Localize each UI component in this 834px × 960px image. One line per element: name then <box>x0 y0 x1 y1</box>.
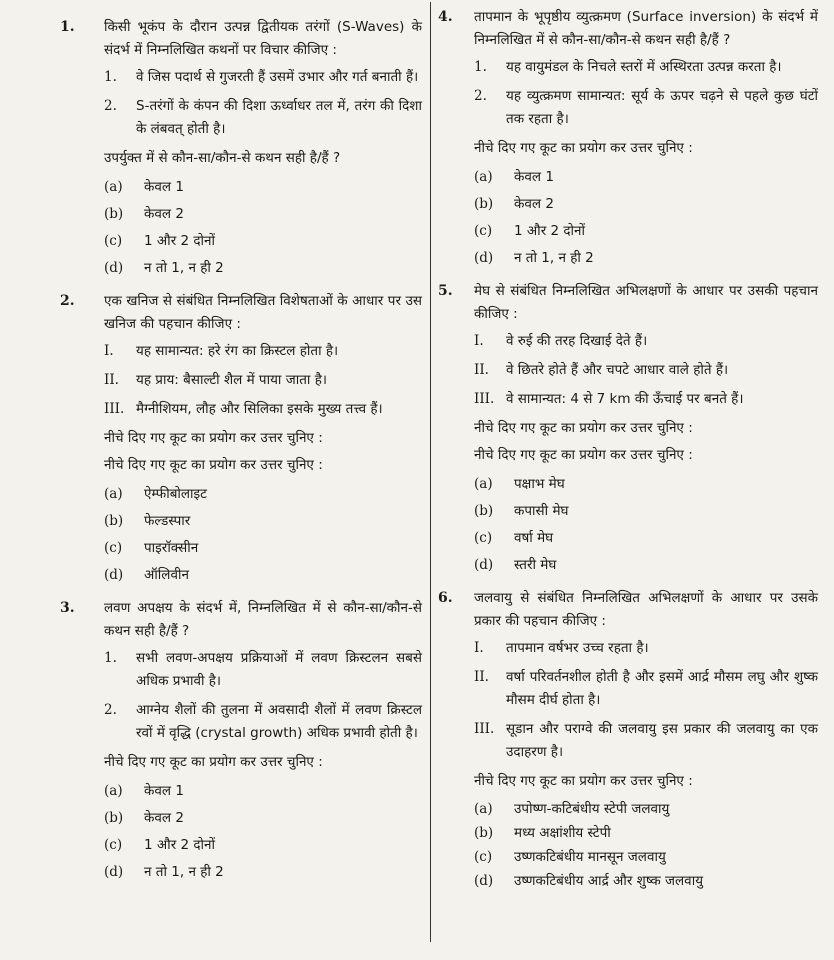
question-number: 2. <box>60 293 75 309</box>
option-c[interactable] <box>474 525 818 552</box>
option-text: केवल 2 <box>514 196 554 212</box>
question-stem: तापमान के भूपृष्ठीय व्युत्क्रमण (Surface inversion) के संदर्भ में निम्नलिखित में से कौन-सा/कौन-से कथन सही है/हैं ? <box>474 9 818 48</box>
statement-number: I. <box>474 333 484 349</box>
option-text: ऐम्फीबोलाइट <box>144 486 207 502</box>
statement <box>104 95 422 141</box>
option-a[interactable] <box>104 481 422 508</box>
statement-number: 1. <box>104 69 117 85</box>
option-c[interactable] <box>104 535 422 562</box>
option-text: ऑलिवीन <box>144 567 189 583</box>
option-text: स्तरी मेघ <box>514 557 557 573</box>
option-label: (b) <box>474 196 494 212</box>
option-a[interactable] <box>474 164 818 191</box>
question-number: 5. <box>438 283 453 299</box>
option-b[interactable] <box>474 191 818 218</box>
option-text: न तो 1, न ही 2 <box>144 260 224 276</box>
statement <box>104 398 422 421</box>
option-d[interactable] <box>474 869 818 893</box>
statement-number: 1. <box>474 59 487 75</box>
option-text: केवल 1 <box>144 783 184 799</box>
option-b[interactable] <box>474 821 818 845</box>
instruction: उपर्युक्त में से कौन-सा/कौन-से कथन सही है/हैं ? <box>104 150 341 166</box>
option-text: उष्णकटिबंधीय आर्द्र और शुष्क जलवायु <box>514 873 704 889</box>
question-stem: जलवायु से संबंधित निम्नलिखित अभिलक्षणों के आधार पर उसके प्रकार की पहचान कीजिए : <box>474 590 818 629</box>
option-label: (a) <box>104 486 123 502</box>
option-a[interactable] <box>474 797 818 821</box>
statement <box>104 66 422 89</box>
question-stem: एक खनिज से संबंधित निम्नलिखित विशेषताओं के आधार पर उस खनिज की पहचान कीजिए : <box>104 293 422 332</box>
option-text: 1 और 2 दोनों <box>144 233 216 249</box>
statement <box>474 56 818 79</box>
statement-number: II. <box>474 362 489 378</box>
statement-text: वे जिस पदार्थ से गुजरती हैं उसमें उभार और गर्त बनाती हैं। <box>136 69 419 85</box>
option-label: (c) <box>104 540 123 556</box>
option-d[interactable] <box>104 562 422 589</box>
options-list <box>474 164 818 272</box>
option-label: (a) <box>474 801 493 817</box>
statement-text: वर्षा परिवर्तनशील होती है और इसमें आर्द्र मौसम लघु और शुष्क मौसम दीर्घ होता है। <box>506 669 818 708</box>
statement-text: वे छितरे होते हैं और चपटे आधार वाले होते हैं। <box>506 362 729 378</box>
instruction: नीचे दिए गए कूट का प्रयोग कर उत्तर चुनिए : <box>474 773 693 789</box>
statement <box>104 369 422 392</box>
instruction-repeat: नीचे दिए गए कूट का प्रयोग कर उत्तर चुनिए : <box>104 457 323 473</box>
options-list <box>104 778 422 886</box>
option-d[interactable] <box>474 245 818 272</box>
option-label: (b) <box>104 206 124 222</box>
option-b[interactable] <box>474 498 818 525</box>
option-label: (b) <box>474 503 494 519</box>
statement-text: S-तरंगों के कंपन की दिशा ऊर्ध्वाधर तल में, तरंग की दिशा के लंबवत् होती है। <box>136 98 422 137</box>
option-label: (c) <box>474 530 493 546</box>
question-6 <box>438 587 818 893</box>
option-label: (d) <box>104 864 124 880</box>
options-list <box>104 174 422 282</box>
option-d[interactable] <box>104 859 422 886</box>
option-label: (d) <box>474 250 494 266</box>
statement-text: यह व्युत्क्रमण सामान्यत: सूर्य के ऊपर चढ़ने से पहले कुछ घंटों तक रहता है। <box>506 88 818 127</box>
option-label: (c) <box>474 849 493 865</box>
option-text: फेल्डस्पार <box>144 513 191 529</box>
statement-text: यह प्राय: बैसाल्टी शैल में पाया जाता है। <box>136 372 327 388</box>
statement-number: 2. <box>474 88 487 104</box>
statement-text: वे सामान्यत: 4 से 7 km की ऊँचाई पर बनते हैं। <box>506 391 744 407</box>
statement-number: I. <box>104 343 114 359</box>
statement <box>474 388 818 411</box>
statement-number: I. <box>474 640 484 656</box>
statement-text: तापमान वर्षभर उच्च रहता है। <box>506 640 649 656</box>
question-stem: लवण अपक्षय के संदर्भ में, निम्नलिखित में से कौन-सा/कौन-से कथन सही है/हैं ? <box>104 600 422 639</box>
statement-text: सूडान और पराग्वे की जलवायु इस प्रकार की जलवायु का एक उदाहरण है। <box>506 721 818 760</box>
statement-number: III. <box>474 721 495 737</box>
statement <box>474 718 818 764</box>
column-divider <box>430 2 431 942</box>
option-text: न तो 1, न ही 2 <box>514 250 594 266</box>
statement-number: III. <box>104 401 125 417</box>
option-d[interactable] <box>104 255 422 282</box>
option-b[interactable] <box>104 508 422 535</box>
statement-text: आग्नेय शैलों की तुलना में अवसादी शैलों में लवण क्रिस्टल रवों में वृद्धि (crystal growth) अधिक प्रभावी होती है। <box>136 702 422 741</box>
statement-text: यह वायुमंडल के निचले स्तरों में अस्थिरता उत्पन्न करता है। <box>506 59 782 75</box>
option-label: (d) <box>104 260 124 276</box>
option-label: (a) <box>474 169 493 185</box>
statement-number: II. <box>474 669 489 685</box>
option-c[interactable] <box>104 228 422 255</box>
statement-number: III. <box>474 391 495 407</box>
question-5 <box>438 280 818 579</box>
option-label: (d) <box>474 557 494 573</box>
option-a[interactable] <box>104 778 422 805</box>
statement <box>104 647 422 693</box>
option-text: न तो 1, न ही 2 <box>144 864 224 880</box>
question-number: 4. <box>438 9 453 25</box>
option-label: (c) <box>104 837 123 853</box>
option-c[interactable] <box>104 832 422 859</box>
option-text: 1 और 2 दोनों <box>514 223 586 239</box>
statement-text: वे रुई की तरह दिखाई देते हैं। <box>506 333 648 349</box>
options-list <box>474 797 818 893</box>
option-text: केवल 1 <box>144 179 184 195</box>
question-stem: किसी भूकंप के दौरान उत्पन्न द्वितीयक तरंगों (S-Waves) के संदर्भ में निम्नलिखित कथनों पर विचार कीजिए : <box>104 19 422 58</box>
statement <box>474 666 818 712</box>
option-text: केवल 2 <box>144 206 184 222</box>
option-text: पाइरॉक्सीन <box>144 540 199 556</box>
option-label: (c) <box>104 233 123 249</box>
option-label: (d) <box>474 873 494 889</box>
option-label: (a) <box>104 179 123 195</box>
statement <box>474 637 818 660</box>
option-text: 1 और 2 दोनों <box>144 837 216 853</box>
option-label: (c) <box>474 223 493 239</box>
option-text: उष्णकटिबंधीय मानसून जलवायु <box>514 849 666 865</box>
option-text: पक्षाभ मेघ <box>514 476 565 492</box>
option-label: (a) <box>104 783 123 799</box>
question-4 <box>438 6 818 272</box>
statement-number: II. <box>104 372 119 388</box>
statement-text: यह सामान्यत: हरे रंग का क्रिस्टल होता है। <box>136 343 339 359</box>
option-label: (b) <box>104 513 124 529</box>
instruction-repeat: नीचे दिए गए कूट का प्रयोग कर उत्तर चुनिए : <box>474 447 693 463</box>
option-text: उपोष्ण-कटिबंधीय स्टेपी जलवायु <box>514 801 670 817</box>
statement <box>474 359 818 382</box>
statement-number: 1. <box>104 650 117 666</box>
statement <box>474 330 818 353</box>
option-text: वर्षा मेघ <box>514 530 554 546</box>
question-number: 1. <box>60 19 75 35</box>
option-label: (a) <box>474 476 493 492</box>
question-stem: मेघ से संबंधित निम्नलिखित अभिलक्षणों के आधार पर उसकी पहचान कीजिए : <box>474 283 818 322</box>
option-text: केवल 2 <box>144 810 184 826</box>
statement-text: सभी लवण-अपक्षय प्रक्रियाओं में लवण क्रिस्टलन सबसे अधिक प्रभावी है। <box>136 650 422 689</box>
statement <box>104 340 422 363</box>
option-b[interactable] <box>104 201 422 228</box>
statement-number: 2. <box>104 702 117 718</box>
question-3 <box>60 597 422 886</box>
option-a[interactable] <box>474 471 818 498</box>
statement <box>104 699 422 745</box>
instruction: नीचे दिए गए कूट का प्रयोग कर उत्तर चुनिए : <box>104 430 323 446</box>
instruction: नीचे दिए गए कूट का प्रयोग कर उत्तर चुनिए : <box>104 754 323 770</box>
option-c[interactable] <box>474 845 818 869</box>
question-number: 6. <box>438 590 453 606</box>
option-label: (d) <box>104 567 124 583</box>
options-list <box>104 481 422 589</box>
option-d[interactable] <box>474 552 818 579</box>
question-1 <box>60 16 422 282</box>
option-text: मध्य अक्षांशीय स्टेपी <box>514 825 611 841</box>
options-list <box>474 471 818 579</box>
question-number: 3. <box>60 600 75 616</box>
right-column <box>438 0 818 893</box>
option-label: (b) <box>474 825 494 841</box>
statement-text: मैग्नीशियम, लौह और सिलिका इसके मुख्य तत्त्व हैं। <box>136 401 383 417</box>
left-column <box>60 0 422 886</box>
option-c[interactable] <box>474 218 818 245</box>
option-b[interactable] <box>104 805 422 832</box>
instruction: नीचे दिए गए कूट का प्रयोग कर उत्तर चुनिए : <box>474 420 693 436</box>
statement <box>474 85 818 131</box>
option-text: कपासी मेघ <box>514 503 569 519</box>
statement-number: 2. <box>104 98 117 114</box>
option-label: (b) <box>104 810 124 826</box>
option-a[interactable] <box>104 174 422 201</box>
question-2 <box>60 290 422 589</box>
option-text: केवल 1 <box>514 169 554 185</box>
instruction: नीचे दिए गए कूट का प्रयोग कर उत्तर चुनिए : <box>474 140 693 156</box>
